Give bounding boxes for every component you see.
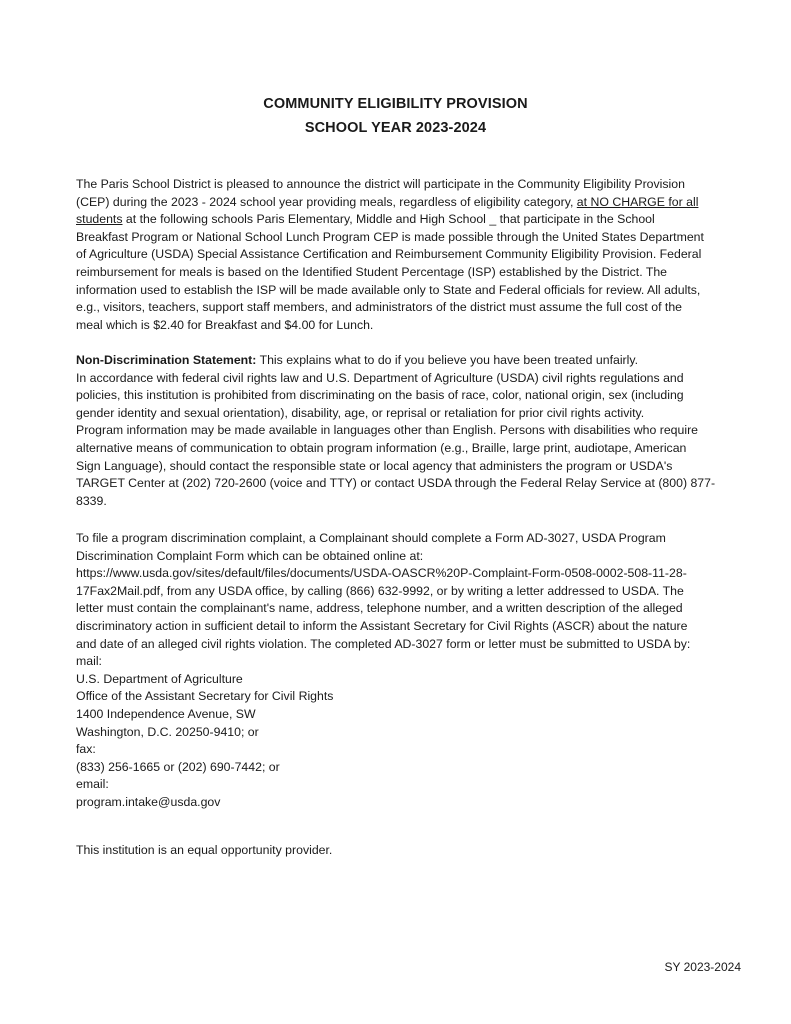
fax-numbers: (833) 256-1665 or (202) 690-7442; or	[76, 759, 280, 774]
equal-opportunity-statement	[76, 842, 746, 860]
paragraph-line: policies, this institution is prohibited from discriminating on the basis of race, color, national origin, sex (including	[76, 388, 684, 403]
paragraph-line: Program information may be made available in languages other than English. Persons with disabilities who require	[76, 423, 699, 438]
paragraph-text: at the following schools Paris Elementary, Middle and High School _ that participate in the School	[122, 212, 655, 227]
paragraph-line: reimbursement for meals is based on the Identified Student Percentage (ISP) established by the District. The	[76, 264, 668, 279]
complaint-filing-paragraph	[76, 530, 746, 812]
document-title: COMMUNITY ELIGIBILITY PROVISION	[263, 96, 528, 112]
non-discrimination-paragraph	[76, 352, 746, 510]
paragraph-line: Sign Language), should contact the responsible state or local agency that administers the program or USDA's	[76, 458, 673, 473]
paragraph-line: 8339.	[76, 493, 107, 508]
address-line: U.S. Department of Agriculture	[76, 671, 243, 686]
paragraph-line: This institution is an equal opportunity provider.	[76, 843, 333, 857]
contact-email-address: program.intake@usda.gov	[76, 794, 221, 809]
paragraph-line: alternative means of communication to obtain program information (e.g., Braille, large print, audiotape, American	[76, 440, 687, 455]
paragraph-line: Breakfast Program or National School Lunch Program CEP is made possible through the United States Department	[76, 229, 704, 244]
paragraph-line: Discrimination Complaint Form which can be obtained online at:	[76, 548, 424, 563]
paragraph-line: and date of an alleged civil rights violation. The completed AD-3027 form or letter must be submitted to USDA by:	[76, 636, 691, 651]
paragraph-line: information used to establish the ISP will be made available only to State and Federal officials for review. All adults,	[76, 282, 701, 297]
contact-mail-label: mail:	[76, 654, 102, 669]
paragraph-line: In accordance with federal civil rights law and U.S. Department of Agriculture (USDA) civil rights regulations and	[76, 370, 684, 385]
students-underlined-text: students	[76, 212, 123, 227]
cep-announcement-paragraph	[76, 176, 746, 334]
footer-school-year: SY 2023-2024	[664, 960, 741, 974]
document-subtitle: SCHOOL YEAR 2023-2024	[304, 120, 487, 136]
paragraph-line: 17Fax2Mail.pdf, from any USDA office, by calling (866) 632-9992, or by writing a letter addressed to USDA. The	[76, 583, 684, 598]
address-line: 1400 Independence Avenue, SW	[76, 706, 256, 721]
non-discrimination-heading: Non-Discrimination Statement:	[76, 353, 257, 367]
address-line: Office of the Assistant Secretary for Civil Rights	[76, 689, 334, 704]
paragraph-line	[76, 194, 746, 212]
paragraph-line	[76, 211, 746, 229]
paragraph-line: of Agriculture (USDA) Special Assistance Certification and Reimbursement Community Eligibility Provision. Federal	[76, 247, 702, 262]
complaint-form-url: https://www.usda.gov/sites/default/files/documents/USDA-OASCR%20P-Complaint-Form-0508-0002-508-11-28-	[76, 566, 687, 581]
address-line: Washington, D.C. 20250-9410; or	[76, 724, 259, 739]
contact-email-label: email:	[76, 777, 109, 792]
paragraph-line: TARGET Center at (202) 720-2600 (voice and TTY) or contact USDA through the Federal Relay Service at (800) 877-	[76, 476, 716, 491]
paragraph-line: letter must contain the complainant's name, address, telephone number, and a written description of the alleged	[76, 601, 683, 616]
paragraph-text: This explains what to do if you believe you have been treated unfairly.	[256, 353, 639, 367]
paragraph-line: To file a program discrimination complaint, a Complainant should complete a Form AD-3027, USDA Program	[76, 531, 666, 545]
paragraph-line: e.g., visitors, teachers, support staff members, and administrators of the district must assume the full cost of the	[76, 300, 682, 315]
contact-fax-label: fax:	[76, 742, 96, 757]
paragraph-line: gender identity and sexual orientation), disability, age, or reprisal or retaliation for prior civil rights activity.	[76, 405, 645, 420]
paragraph-line: discriminatory action in sufficient detail to inform the Assistant Secretary for Civil Rights (ASCR) about the nature	[76, 618, 688, 633]
paragraph-line: The Paris School District is pleased to announce the district will participate in the Community Eligibility Provision	[76, 177, 685, 191]
paragraph-line: meal which is $2.40 for Breakfast and $4.00 for Lunch.	[76, 317, 374, 332]
paragraph-line	[76, 352, 746, 370]
no-charge-underlined-text: at NO CHARGE for all	[576, 194, 699, 209]
paragraph-text: (CEP) during the 2023 - 2024 school year providing meals, regardless of eligibility category,	[76, 194, 577, 209]
